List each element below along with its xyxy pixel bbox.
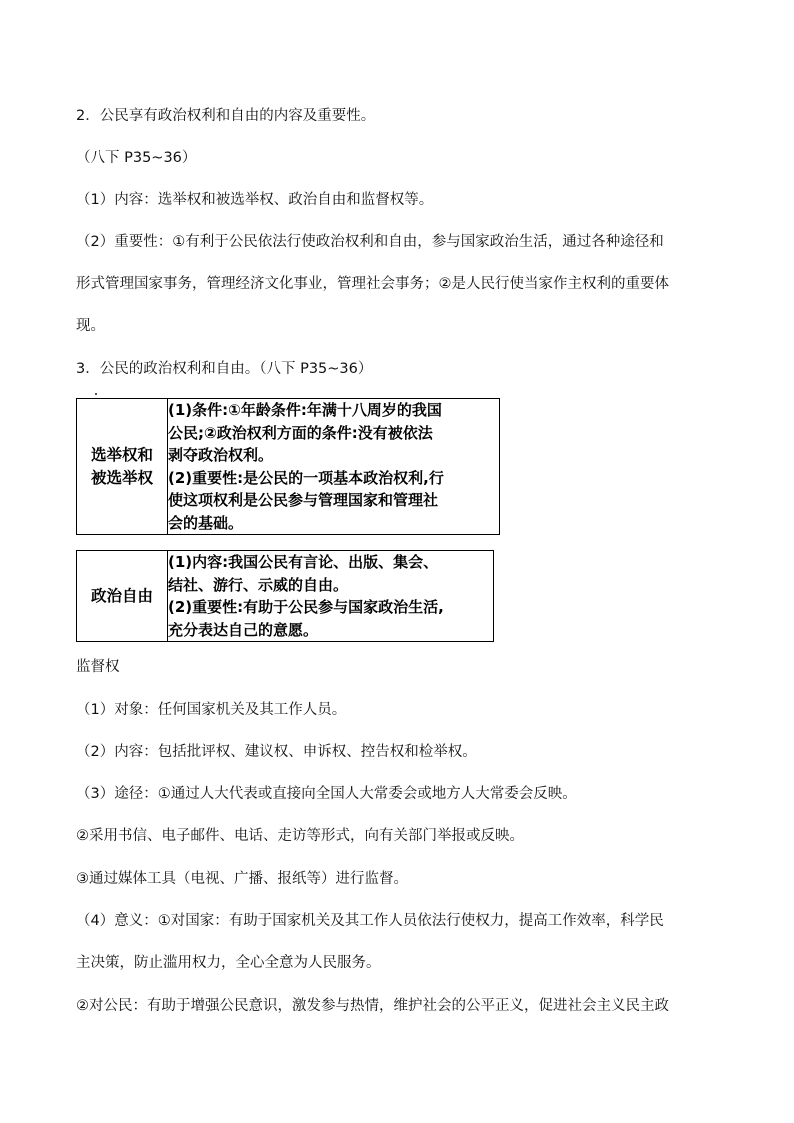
section-heading-2: 2．公民享有政治权利和自由的内容及重要性。 bbox=[76, 108, 376, 124]
supervision-content: （2）内容：包括批评权、建议权、申诉权、控告权和检举权。 bbox=[76, 744, 477, 760]
supervision-meaning-line-1: （4）意义：①对国家：有助于国家机关及其工作人员依法行使权力，提高工作效率，科学民 bbox=[76, 913, 664, 929]
supervision-meaning-line-3: ②对公民：有助于增强公民意识，激发参与热情，维护社会的公平正义，促进社会主义民主政 bbox=[76, 998, 669, 1014]
supervision-object: （1）对象：任何国家机关及其工作人员。 bbox=[76, 702, 347, 718]
importance-paragraph-line-1: （2）重要性：①有利于公民依法行使政治权利和自由，参与国家政治生活，通过各种途径和 bbox=[76, 234, 664, 250]
supervision-way-1: （3）途径：①通过人大代表或直接向全国人大常委会或地方人大常委会反映。 bbox=[76, 786, 577, 802]
supervision-title: 监督权 bbox=[76, 659, 120, 675]
importance-paragraph-line-2: 形式管理国家事务，管理经济文化事业，管理社会事务；②是人民行使当家作主权利的重要体 bbox=[76, 276, 669, 292]
textbook-reference: （八下 P35~36） bbox=[76, 150, 197, 166]
importance-paragraph-line-3: 现。 bbox=[76, 318, 105, 334]
supervision-way-3: ③通过媒体工具（电视、广播、报纸等）进行监督。 bbox=[76, 871, 408, 887]
section-heading-3: 3．公民的政治权利和自由。（八下 P35~36） bbox=[76, 361, 373, 377]
supervision-meaning-line-2: 主决策，防止滥用权力，全心全意为人民服务。 bbox=[76, 955, 381, 971]
political-freedom-table bbox=[76, 550, 494, 642]
stray-mark bbox=[95, 393, 97, 395]
election-rights-table bbox=[76, 398, 500, 535]
election-rights-header: 选举权和 被选举权 bbox=[77, 399, 168, 535]
election-rights-body: (1)条件:①年龄条件:年满十八周岁的我国 公民;②政治权利方面的条件:没有被依法 剥夺政治权利。 (2)重要性:是公民的一项基本政治权利,行 使这项权利是公民参与管理国家和管理社 会的基础。 bbox=[168, 399, 500, 535]
political-freedom-body: (1)内容:我国公民有言论、出版、集会、 结社、游行、示威的自由。 (2)重要性:有助于公民参与国家政治生活, 充分表达自己的意愿。 bbox=[168, 551, 494, 642]
rights-content-paragraph: （1）内容：选举权和被选举权、政治自由和监督权等。 bbox=[76, 192, 434, 208]
supervision-way-2: ②采用书信、电子邮件、电话、走访等形式，向有关部门举报或反映。 bbox=[76, 828, 524, 844]
political-freedom-header: 政治自由 bbox=[77, 551, 168, 642]
